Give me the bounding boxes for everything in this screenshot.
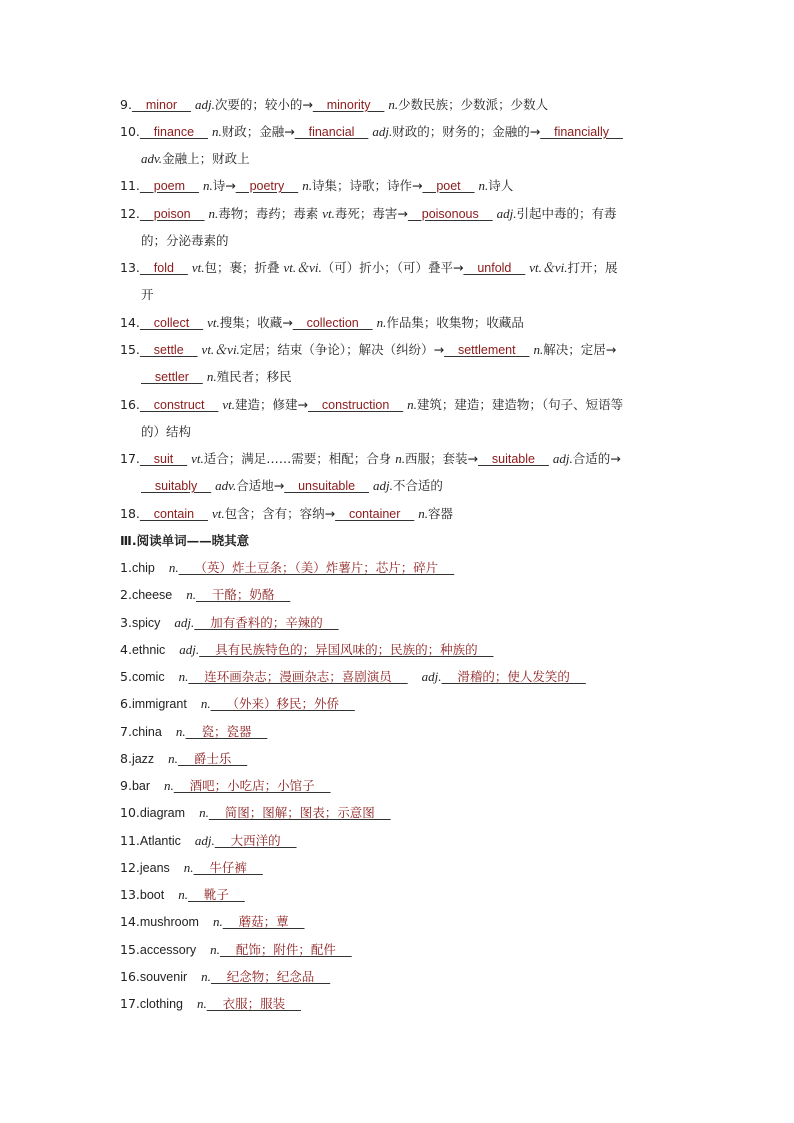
reading-item-15 [120,942,352,958]
vocab-item-13-continued [141,287,154,303]
answer-blank: unfold [463,261,526,275]
item-number: 10. [120,124,140,139]
answer-blank: financially [540,125,623,139]
item-number: 17. [120,996,140,1011]
part-of-speech: vt.＆vi. [201,342,240,357]
part-of-speech: vt. [191,260,205,275]
answer-blank: settle [139,343,198,357]
answer-blank: unsuitable [284,479,369,493]
vocab-word: jazz [131,752,155,766]
definition: 容器 [428,506,454,521]
definition: 西服；套装→ [405,451,478,466]
item-number: 7. [120,724,132,739]
part-of-speech: n. [201,969,211,984]
vocab-word: diagram [139,806,186,820]
answer-blank: collect [139,316,204,330]
part-of-speech: n. [208,206,219,221]
part-of-speech: n. [211,124,222,139]
definition: 不合适的 [392,478,443,493]
answer-blank: collection [292,316,373,330]
definition: 财政；金融→ [221,124,295,139]
definition: 建造；修建→ [235,397,308,412]
definition: 包；裹；折叠 [204,260,284,275]
answer-blank: 大西洋的 [214,833,297,848]
answer-blank: 爵士乐 [177,751,248,766]
answer-blank: （外来）移民；外侨 [210,696,355,711]
answer-blank: poet [422,179,475,193]
item-number: 11. [120,833,140,848]
definition: 包含；含有；容纳→ [224,506,336,521]
definition: 少数民族；少数派；少数人 [398,97,549,112]
reading-item-1 [120,560,454,576]
part-of-speech: n. [533,342,544,357]
part-of-speech: n. [175,724,186,739]
part-of-speech: n. [376,315,387,330]
definition: 毒死；毒害→ [334,206,408,221]
definition: 的；分泌毒素的 [141,233,229,248]
vocab-word: jeans [139,861,170,875]
part-of-speech: n. [178,669,189,684]
definition: 殖民者；移民 [216,369,292,384]
definition: 解决；定居→ [543,342,617,357]
item-number: 16. [120,969,140,984]
part-of-speech: n. [210,942,220,957]
item-number: 12. [120,860,140,875]
item-number: 10. [120,805,140,820]
answer-blank: fold [139,261,188,275]
definition: 搜集；收藏→ [219,315,293,330]
part-of-speech: adv. [141,151,163,166]
vocab-word: souvenir [139,970,188,984]
definition: 合适的→ [572,451,621,466]
part-of-speech: n. [478,178,489,193]
vocab-word: clothing [139,997,183,1011]
vocab-item-14 [120,315,524,331]
part-of-speech: n. [196,996,207,1011]
part-of-speech: vt. [207,315,220,330]
vocab-item-12-continued [141,233,229,249]
vocab-item-18 [120,506,453,522]
part-of-speech: adj. [372,478,393,493]
item-number: 9. [120,97,132,112]
vocab-item-16 [120,397,623,413]
answer-blank: 衣服；服装 [206,996,302,1011]
part-of-speech: n. [407,397,417,412]
part-of-speech: n. [199,805,209,820]
answer-blank: financial [294,125,369,139]
vocab-word: mushroom [139,915,199,929]
definition: 建筑；建造；建造物；（句子、短语等 [416,397,624,412]
part-of-speech: n. [206,369,217,384]
vocab-word: immigrant [131,697,187,711]
answer-blank: 滑稽的；使人发笑的 [441,669,586,684]
reading-item-17 [120,996,301,1012]
part-of-speech: vt. [211,506,225,521]
definition: 引起中毒的；有毒 [516,206,617,221]
answer-blank: suitable [477,452,549,466]
vocab-item-15-continued [141,369,292,385]
answer-blank: 连环画杂志；漫画杂志；喜剧演员 [188,669,408,684]
item-number: 18. [120,506,140,521]
item-number: 12. [120,206,140,221]
vocab-word: comic [131,670,165,684]
part-of-speech: n. [164,778,174,793]
answer-blank: container [335,507,415,521]
definition: 合适地→ [236,478,285,493]
vocab-word: accessory [139,943,197,957]
part-of-speech: n. [200,696,211,711]
answer-blank: construct [139,398,219,412]
reading-item-8 [120,751,247,767]
vocab-item-9 [120,97,548,113]
answer-blank: 靴子 [187,887,245,902]
vocab-word: chip [131,561,155,575]
reading-item-14 [120,914,304,930]
vocab-word: spicy [131,616,161,630]
definition: 定居；结束（争论）；解决（纠纷）→ [239,342,445,357]
answer-blank: 简图；图解；图表；示意图 [208,805,391,820]
answer-blank: construction [308,398,404,412]
part-of-speech: adj. [174,615,195,630]
definition: 诗→ [212,178,236,193]
part-of-speech: vt. [322,206,335,221]
item-number: 5. [120,669,132,684]
vocab-word: ethnic [131,643,166,657]
vocab-item-13 [120,260,618,276]
reading-item-11 [120,833,297,849]
vocab-item-10-continued [141,151,250,167]
part-of-speech: adj. [372,124,393,139]
section-heading: Ⅲ.阅读单词——晓其意 [120,533,250,548]
part-of-speech: adj. [552,451,573,466]
item-number: 1. [120,560,132,575]
definition: 作品集；收集物；收藏品 [386,315,524,330]
item-number: 6. [120,696,132,711]
item-number: 15. [120,342,140,357]
reading-item-5 [120,669,586,685]
item-number: 14. [120,914,140,929]
definition: 财政的；财务的；金融的→ [392,124,541,139]
answer-blank: 干酪；奶酪 [196,587,291,602]
reading-item-7 [120,724,267,740]
answer-blank: suitably [141,479,212,493]
item-number: 2. [120,587,132,602]
item-number: 15. [120,942,140,957]
definition: 适合；满足……需要；相配；合身 [203,451,396,466]
answer-blank: 酒吧；小吃店；小馆子 [173,778,331,793]
definition: 开 [141,287,154,302]
part-of-speech: n. [168,751,178,766]
answer-blank: minor [131,98,191,112]
vocab-item-11 [120,178,513,194]
item-number: 16. [120,397,140,412]
part-of-speech: adj. [194,833,215,848]
part-of-speech: adj. [194,97,215,112]
reading-item-6 [120,696,355,712]
answer-blank: poem [139,179,199,193]
reading-item-4 [120,642,493,658]
answer-blank: 瓷；瓷器 [185,724,268,739]
item-number: 14. [120,315,140,330]
part-of-speech: adv. [215,478,237,493]
answer-blank: 加有香料的；辛辣的 [194,615,339,630]
answer-blank: 具有民族特色的；异国风味的；民族的；种族的 [199,642,494,657]
item-number: 8. [120,751,132,766]
part-of-speech: vt.＆vi. [283,260,322,275]
answer-blank: poison [139,207,205,221]
part-of-speech: n. [183,860,194,875]
item-number: 17. [120,451,140,466]
definition: 的）结构 [141,424,192,439]
part-of-speech: vt. [191,451,204,466]
reading-item-16 [120,969,330,985]
part-of-speech: n. [388,97,399,112]
vocab-word: boot [139,888,165,902]
reading-item-12 [120,860,263,876]
reading-item-10 [120,805,391,821]
vocab-item-17-continued [141,478,443,494]
vocab-item-12 [120,206,617,222]
answer-blank: poisonous [407,207,493,221]
vocab-word: cheese [131,588,173,602]
item-number: 13. [120,887,140,902]
answer-blank: （英）炸土豆条；（美）炸薯片；芯片；碎片 [178,560,455,575]
item-number: 11. [120,178,140,193]
reading-item-13 [120,887,245,903]
answer-blank: contain [139,507,208,521]
answer-blank: settler [141,370,203,384]
part-of-speech: adj. [421,669,442,684]
reading-item-2 [120,587,290,603]
answer-blank: minority [312,98,385,112]
definition: 打开；展 [567,260,618,275]
definition: 次要的；较小的→ [214,97,313,112]
vocab-word: china [131,725,162,739]
definition: 诗集；诗歌；诗作→ [311,178,423,193]
part-of-speech: n. [395,451,405,466]
vocab-item-10 [120,124,623,140]
answer-blank: 纪念物；纪念品 [210,969,331,984]
reading-item-3 [120,615,339,631]
part-of-speech: n. [186,587,196,602]
answer-blank: 配饰；附件；配件 [219,942,352,957]
vocab-word: Atlantic [139,834,181,848]
answer-blank: 蘑菇；蕈 [222,914,305,929]
item-number: 3. [120,615,132,630]
answer-blank: suit [139,452,188,466]
part-of-speech: n. [418,506,429,521]
part-of-speech: n. [202,178,213,193]
answer-blank: 牛仔裤 [193,860,263,875]
part-of-speech: adj. [179,642,200,657]
part-of-speech: n. [302,178,312,193]
reading-item-9 [120,778,331,794]
part-of-speech: n. [178,887,188,902]
definition: 诗人 [488,178,514,193]
part-of-speech: n. [212,914,223,929]
vocab-item-17 [120,451,621,467]
item-number: 9. [120,778,132,793]
definition: （可）折小；（可）叠平→ [321,260,464,275]
vocab-item-16-continued [141,424,191,440]
item-number: 4. [120,642,132,657]
answer-blank: finance [139,125,208,139]
part-of-speech: adj. [496,206,517,221]
vocab-item-15 [120,342,616,358]
item-number: 13. [120,260,140,275]
definition: 毒物；毒药；毒素 [218,206,323,221]
definition: 金融上；财政上 [162,151,250,166]
part-of-speech: n. [168,560,179,575]
answer-blank: settlement [444,343,530,357]
part-of-speech: vt.＆vi. [529,260,568,275]
vocab-word: bar [131,779,151,793]
part-of-speech: vt. [222,397,236,412]
answer-blank: poetry [235,179,299,193]
